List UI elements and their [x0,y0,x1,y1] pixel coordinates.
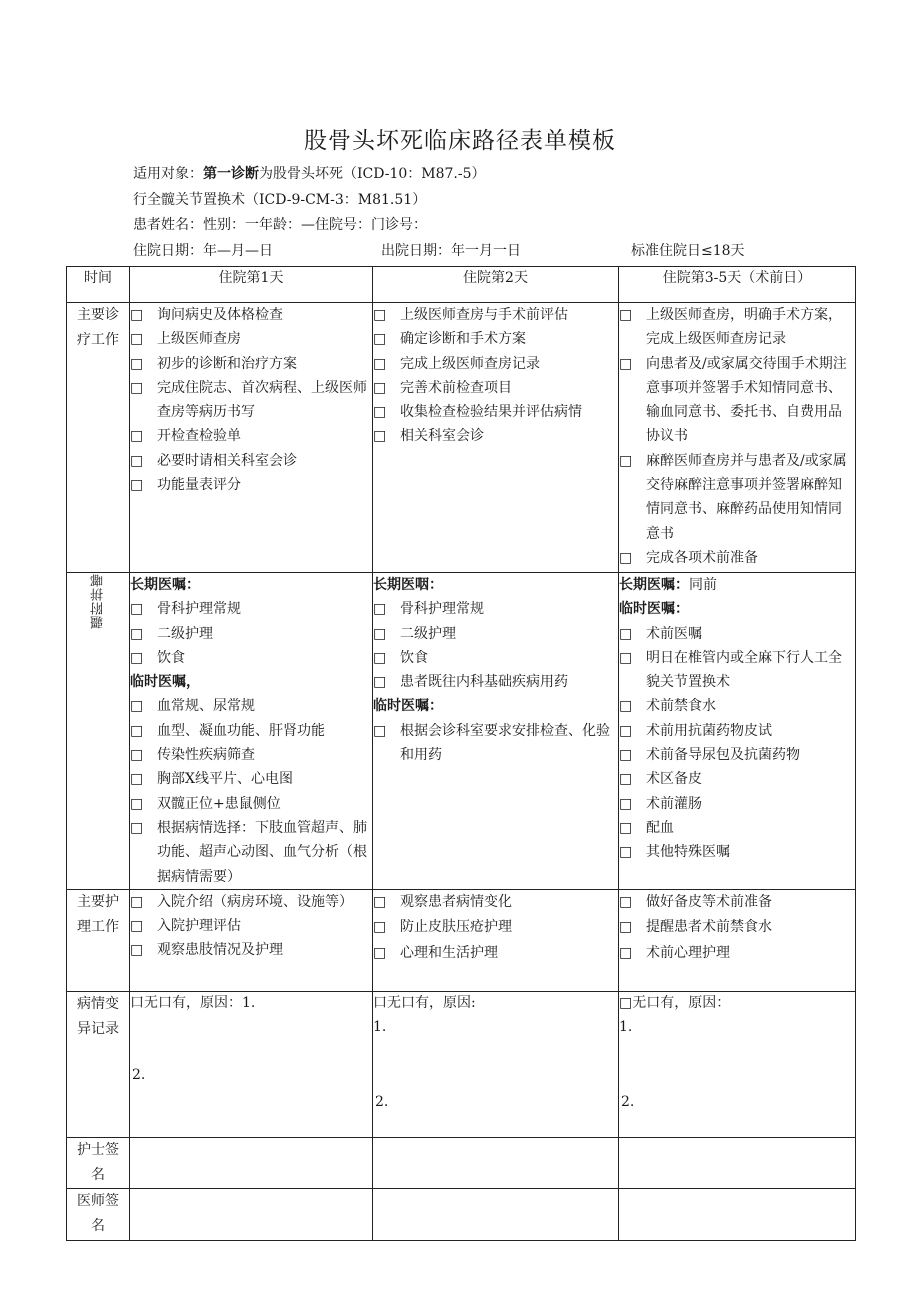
clinical-pathway-table [66,266,856,1241]
checkbox-icon[interactable]: □ [619,944,633,961]
checklist-item[interactable]: □ 血常规、尿常规 [130,694,372,718]
checkbox-icon[interactable]: □ [619,649,633,666]
row-label-nursing: 主要护 理工作 [67,889,130,991]
checkbox-icon[interactable]: □ [619,625,633,642]
cell-main-day1 [130,303,373,573]
cell-nursing-day1 [130,889,373,991]
checkbox-icon[interactable]: □ [373,919,387,936]
row-nurse-sign [67,1137,856,1188]
temporary-orders-heading: 临时医嘱： [373,698,443,715]
checklist-item[interactable]: □ 入院介绍（病房环境、设施等） [130,890,372,914]
checklist-item[interactable]: □ 骨科护理常规 [373,597,618,621]
discharge-date: 出院日期：年一月一日 [381,243,521,259]
header-row [67,267,856,303]
cell-main-day2 [373,303,619,573]
checklist-item[interactable]: □ 术前灌肠 [619,792,855,816]
checklist-item[interactable]: □ 骨科护理常规 [130,597,372,621]
checklist-item[interactable]: □ 必要时请相关科室会诊 [130,449,372,473]
checkbox-icon[interactable]: □ [619,452,633,469]
variance-option[interactable]: □无口有，原因： [619,994,731,1011]
checkbox-icon[interactable]: □ [373,674,387,691]
cell-variance-day1 [130,991,373,1137]
checkbox-icon[interactable]: □ [373,428,387,445]
checkbox-icon[interactable]: □ [130,307,144,323]
checklist-item[interactable]: □ 术前备导尿包及抗菌药物 [619,743,855,767]
checkbox-icon[interactable]: □ [619,893,633,910]
checkbox-icon[interactable]: □ [130,355,144,372]
checkbox-icon[interactable]: □ [130,918,144,935]
checklist-item[interactable]: □ 向患者及/或家属交待围手术期注意事项并签署手术知情同意书、输血同意书、委托书、自费用品协议书 [619,352,855,449]
checkbox-icon[interactable]: □ [130,649,144,666]
checklist-item[interactable]: □ 完成上级医师查房记录 [373,352,618,376]
checklist-item[interactable]: □ 二级护理 [130,622,372,646]
checkbox-icon[interactable]: □ [373,893,387,910]
checklist-item[interactable]: □ 传染性疾病筛查 [130,743,372,767]
checkbox-icon[interactable]: □ [373,649,387,666]
cell-nursing-day3 [619,889,856,991]
checklist-item[interactable]: □ 饮食 [373,646,618,670]
checkbox-icon[interactable]: □ [130,477,144,494]
checklist-item[interactable]: □ 饮食 [130,646,372,670]
checklist-item[interactable]: □ 防止皮肤压疮护理 [373,915,618,941]
checkbox-icon[interactable]: □ [130,747,144,764]
checklist-item[interactable]: □ 上级医师查房 [130,327,372,351]
cell-variance-day3 [619,991,856,1137]
checkbox-icon[interactable]: □ [619,722,633,739]
long-term-orders-heading: 长期医咽： [373,577,443,593]
temporary-orders-heading: 临时医嘱， [130,674,200,691]
applicable-object [133,163,486,183]
checklist-item[interactable]: □ 初步的诊断和治疗方案 [130,352,372,376]
checkbox-icon[interactable]: □ [130,722,144,739]
variance-option[interactable]: 口无口有，原因：1. [130,994,256,1011]
page-title: 股骨头坏死临床路径表单模板 [304,128,616,154]
checkbox-icon[interactable]: □ [130,452,144,469]
checkbox-icon[interactable]: □ [130,893,144,910]
checkbox-icon[interactable]: □ [373,625,387,642]
checkbox-icon[interactable]: □ [373,722,387,739]
checkbox-icon[interactable]: □ [130,795,144,812]
checkbox-icon[interactable]: □ [373,379,387,396]
row-orders [67,573,856,890]
checklist-item[interactable]: □ 双髋正位+患鼠侧位 [130,792,372,816]
checklist-item[interactable]: □ 血型、凝血功能、肝肾功能 [130,719,372,743]
checkbox-icon[interactable]: □ [373,944,387,961]
checklist-item[interactable]: □ 根据病情选择：下肢血管超声、肺功能、超声心动图、血气分析（根据病情需要） [130,816,372,889]
row-label-nurse-sign: 护士签 名 [67,1137,130,1188]
checkbox-icon[interactable]: □ [619,771,633,788]
cell-variance-day2 [373,991,619,1137]
header-time: 时间 [67,267,130,303]
checklist-item[interactable]: □ 麻醉医师查房并与患者及/或家属交待麻醉注意事项并签署麻醉知情同意书、麻醉药品使用知情同意书 [619,449,855,546]
checkbox-icon[interactable]: □ [130,819,144,836]
cell-orders-day1 [130,573,373,890]
checklist-item[interactable]: □ 术区备皮 [619,767,855,791]
first-diagnosis-label: 第一诊断 [203,166,259,182]
variance-option[interactable]: 口无口有，原因: [373,994,476,1011]
diagnosis-text: 为股骨头坏死（ICD-10：M87.-5） [259,166,486,182]
checkbox-icon[interactable]: □ [373,307,387,323]
checklist-item[interactable]: □ 功能量表评分 [130,473,372,497]
checklist-item[interactable]: □ 患者既往内科基础疾病用药 [373,670,618,694]
patient-info-line: 患者姓名：性别：一年龄：—住院号：门诊号： [133,217,427,233]
row-label-variance: 病情变 异记录 [67,991,130,1137]
cell-orders-day2 [373,573,619,890]
checkbox-icon[interactable]: □ [619,919,633,936]
header-day1: 住院第1天 [130,267,373,303]
checklist-item[interactable]: □ 完善术前检查项目 [373,376,618,400]
row-nursing [67,889,856,991]
checklist-item[interactable]: □ 上级医师查房，明确手术方案，完成上级医师查房记录 [619,303,855,352]
checkbox-icon[interactable]: □ [130,698,144,715]
row-doctor-sign [67,1188,856,1240]
checklist-item[interactable]: □ 做好备皮等术前准备 [619,890,855,916]
checklist-item[interactable]: □ 相关科室会诊 [373,424,618,448]
checkbox-icon[interactable]: □ [130,379,144,396]
checklist-item[interactable]: □ 术前心理护理 [619,941,855,967]
checkbox-icon[interactable]: □ [130,601,144,618]
checklist-item[interactable]: □ 术前医嘱 [619,622,855,646]
header-day3: 住院第3-5天（术前日） [619,267,856,303]
doctor-sign-day3[interactable] [619,1188,856,1240]
checkbox-icon[interactable]: □ [373,355,387,372]
long-term-orders-heading: 长期医嘱：同前 [619,577,717,593]
checklist-item[interactable]: □ 配血 [619,816,855,840]
variance-reason-2[interactable]: 2. [375,1093,389,1110]
checklist-item[interactable]: □ 心理和生活护理 [373,941,618,967]
checkbox-icon[interactable]: □ [619,844,633,861]
admit-date: 住院日期：年—月—日 [133,243,273,259]
checklist-item[interactable]: □ 术前禁食水 [619,694,855,718]
cell-orders-day3 [619,573,856,890]
checklist-item[interactable]: □ 提醒患者术前禁食水 [619,915,855,941]
cell-main-day3 [619,303,856,573]
checkbox-icon[interactable]: □ [130,331,144,348]
checkbox-icon[interactable]: □ [130,625,144,642]
checklist-item[interactable]: □ 二级护理 [373,622,618,646]
checklist-item[interactable]: □ 其他特殊医嘱 [619,840,855,864]
temporary-orders-heading: 临时医嘱： [619,601,689,618]
header-day2: 住院第2天 [373,267,619,303]
variance-reason-1[interactable]: 1. [373,1018,387,1035]
checklist-item[interactable]: □ 完成各项术前准备 [619,546,855,570]
checkbox-icon[interactable]: □ [619,307,633,323]
doctor-sign-day2[interactable] [373,1188,619,1240]
checkbox-icon[interactable]: □ [373,404,387,421]
checkbox-icon[interactable]: □ [619,795,633,812]
checklist-item[interactable]: □ 入院护理评估 [130,914,372,938]
variance-reason-1[interactable]: 1. [619,1018,633,1035]
checkbox-icon[interactable]: □ [619,747,633,764]
checkbox-icon[interactable]: □ [130,942,144,959]
checkbox-icon[interactable]: □ [619,819,633,836]
row-main-work [67,303,856,573]
doctor-sign-day1[interactable] [130,1188,373,1240]
long-term-orders-heading: 长期医嘱： [130,577,200,593]
checkbox-icon[interactable]: □ [373,601,387,618]
nurse-sign-day2[interactable] [373,1137,619,1188]
checklist-item[interactable]: □ 胸部X线平片、心电图 [130,767,372,791]
checklist-item[interactable]: □ 术前用抗菌药物皮试 [619,719,855,743]
checkbox-icon[interactable]: □ [619,698,633,715]
checklist-item[interactable]: □ 观察患肢情况及护理 [130,938,372,962]
variance-reason-2[interactable]: 2. [132,1066,146,1083]
nurse-sign-day1[interactable] [130,1137,373,1188]
checklist-item[interactable]: □ 上级医师查房与手术前评估 [373,303,618,327]
checklist-item[interactable]: □ 明日在椎管内或全麻下行人工全貌关节置换术 [619,646,855,695]
checklist-item[interactable]: □ 询问病史及体格检查 [130,303,372,327]
checklist-item[interactable]: □ 观察患者病情变化 [373,890,618,916]
standard-days: 标准住院日≤18天 [631,243,745,259]
row-label-orders: 疆附拼嘟 [67,573,130,890]
row-label-main-work: 主要诊 疗工作 [67,303,130,573]
checkbox-icon[interactable]: □ [373,331,387,348]
checklist-item[interactable]: □ 根据会诊科室要求安排检查、化验和用药 [373,719,618,768]
checklist-item[interactable]: □ 完成住院志、首次病程、上级医师查房等病历书写 [130,376,372,425]
surgery-line: 行全髋关节置换术（ICD-9-CM-3：M81.51） [133,192,427,208]
checklist-item[interactable]: □ 开检查检验单 [130,424,372,448]
nurse-sign-day3[interactable] [619,1137,856,1188]
checkbox-icon[interactable]: □ [130,771,144,788]
variance-reason-2[interactable]: 2. [621,1093,635,1110]
row-label-doctor-sign: 医师签 名 [67,1188,130,1240]
checklist-item[interactable]: □ 收集检查检验结果并评估病情 [373,400,618,424]
checkbox-icon[interactable]: □ [619,355,633,372]
checkbox-icon[interactable]: □ [130,428,144,445]
checkbox-icon[interactable]: □ [619,549,633,566]
applicable-prefix: 适用对象： [133,166,203,182]
same-as-before: 同前 [689,577,717,593]
cell-nursing-day2 [373,889,619,991]
checklist-item[interactable]: □ 确定诊断和手术方案 [373,327,618,351]
row-variance [67,991,856,1137]
